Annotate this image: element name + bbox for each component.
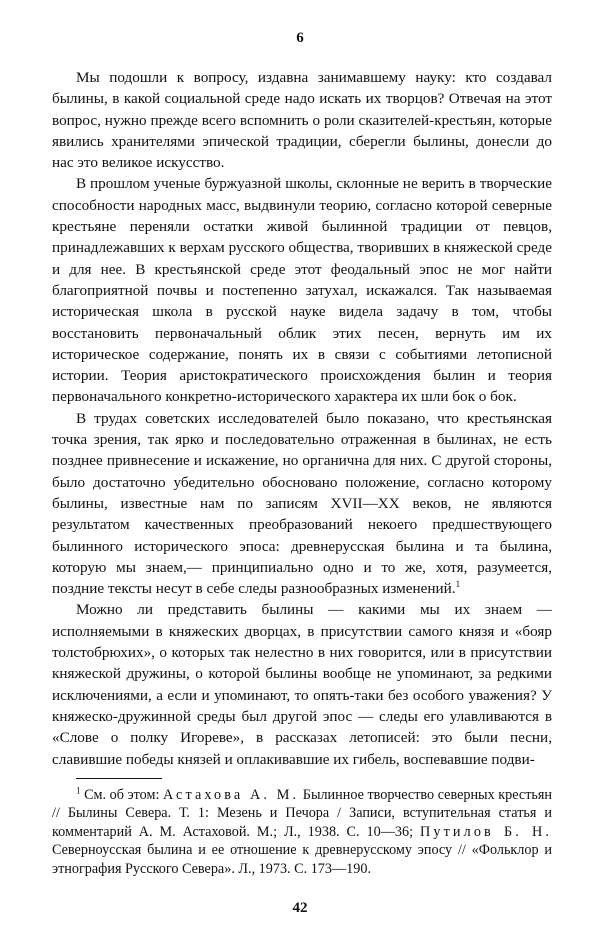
paragraph-4: Можно ли представить былины — какими мы их знаем — исполняемыми в княжеских дворцах, в присутствии самого князя и «бояр толстобрюхих», о которых так нелестно в них говорится, или в присутствии княжеской дружины, о которой былины вообще не упоминают, за редкими исключениями, а если и упоминают, то опять-таки без особого уважения? У княжеско-дружинной среды был другой эпос — следы его улавливаются в «Слове о полку Игореве», в рассказах летописей: это были песни, славившие победы князей и оплакивавшие их гибель, воспевавшие подви- [52,601,552,768]
footnote-intro: См. об этом: [84,787,160,803]
footnote-author-1: Астахова А. М. [163,787,300,803]
footnote-marker: 1 [76,785,81,796]
main-text [52,67,552,770]
footnote-reference[interactable]: 1 [455,579,461,590]
footnote-divider [76,778,162,779]
footnote [52,786,552,878]
footnote-reference-2: Северноусская былина и ее отношение к древнерусскому эпосу // «Фольклор и этнография Русского Севера». Л., 1973. С. 173—190. [52,842,552,877]
page-number: 42 [292,900,308,916]
paragraph-1: Мы подошли к вопросу, издавна занимавшему науку: кто создавал былины, в какой социальной среде надо искать их творцов? Отвечая на этот вопрос, нужно прежде всего вспомнить о роли сказителей-крестьян, которые явились хранителями эпической традиции, сберегли былины, донесли до нас это великое искусство. [52,69,552,172]
section-number: 6 [296,30,304,46]
footnote-reference-1: Былинное творчество северных крестьян // Былины Севера. Т. 1: Мезень и Печора / Записи, вступительная статья и комментарий А. М. Астаховой. М.; Л., 1938. С. 10—36; [52,787,552,840]
paragraph-3-text: В трудах советских исследователей было показано, что крестьянская точка зрения, так ярко и последовательно отраженная в былинах, не есть позднее привнесение и искажение, но органична для них. С другой стороны, было достаточно убедительно обосновано положение, согласно которому былины, известные нам по записям XVII—XX веков, не являются результатом качественных преобразований некоего предшествующего былинного исторического эпоса: древнерусская былина и та былина, которую мы знаем,— принципиально одно и то же, хотя, разумеется, поздние тексты несут в себе следы разнообразных изменений. [52,409,552,598]
footnote-text [52,786,552,878]
footnote-author-2: Путилов Б. Н. [419,823,553,840]
paragraph-3 [52,408,552,600]
paragraph-2: В прошлом ученые буржуазной школы, склонные не верить в творческие способности народных масс, выдвинули теорию, согласно которой северные крестьяне переняли остатки живой былинной традиции от певцов, принадлежавших к верхам русского общества, творивших в княжеской среде и для нее. В крестьянской среде этот феодальный эпос не мог найти благоприятной почвы и постепенно затухал, искажался. Так называемая историческая школа в русской науке видела задачу в том, чтобы восстановить первоначальный облик этих песен, вернуть им их историческое содержание, понять их в связи с событиями летописной истории. Теория аристократического происхождения былин и теория первоначального конкретно-исторического характера их шли бок о бок. [52,175,552,406]
